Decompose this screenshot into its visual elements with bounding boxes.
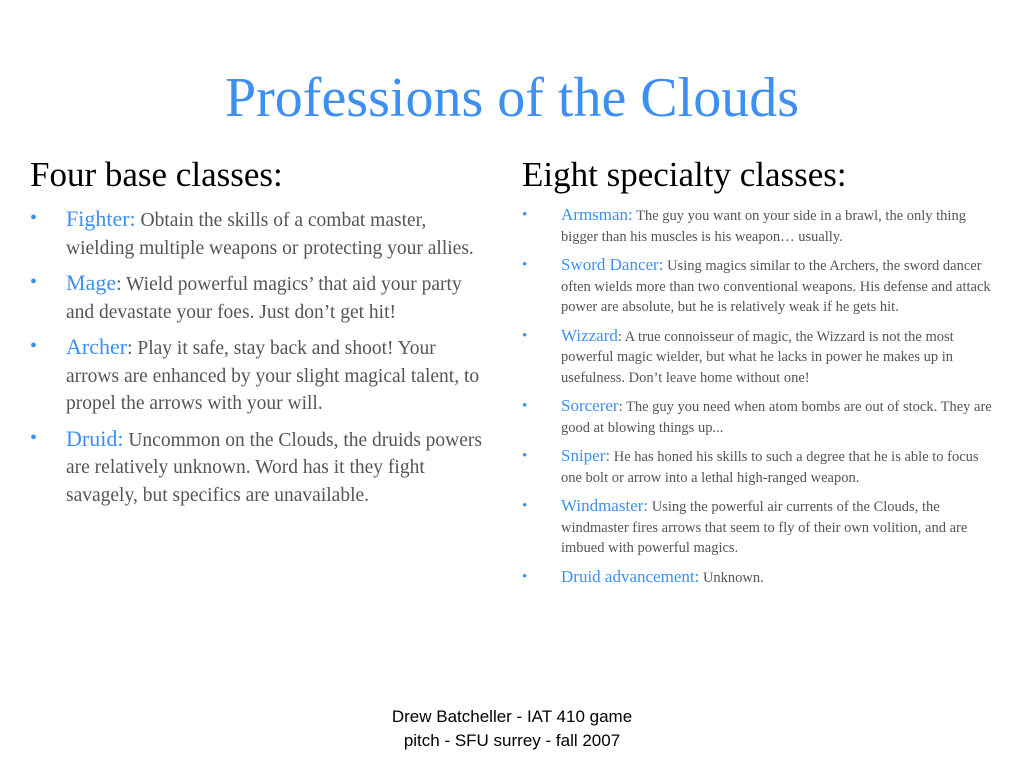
class-description: : Play it safe, stay back and shoot! Your arrows are enhanced by your slight magical talent, to propel the arrows with your will. bbox=[66, 338, 480, 414]
list-item bbox=[522, 255, 996, 318]
specialty-classes-heading: Eight specialty classes: bbox=[522, 155, 847, 194]
list-item bbox=[30, 425, 492, 510]
footer-line: Drew Batcheller - IAT 410 game bbox=[391, 707, 633, 726]
specialty-classes-column bbox=[522, 153, 996, 596]
bullet-icon: • bbox=[30, 426, 38, 449]
list-item bbox=[30, 333, 492, 418]
class-name: Sniper: bbox=[561, 446, 611, 465]
class-name: Fighter: bbox=[66, 206, 136, 231]
class-name: Armsman: bbox=[561, 205, 633, 224]
class-description: The guy you want on your side in a brawl, the only thing bigger than his muscles is his weapon… usually. bbox=[561, 208, 966, 245]
base-classes-heading: Four base classes: bbox=[30, 155, 283, 194]
bullet-icon: • bbox=[522, 568, 528, 585]
base-classes-column bbox=[30, 153, 492, 516]
bullet-icon: • bbox=[522, 498, 528, 514]
slide-footer bbox=[362, 705, 662, 753]
bullet-icon: • bbox=[522, 448, 528, 464]
class-name: Sorcerer bbox=[561, 396, 619, 415]
bullet-icon: • bbox=[522, 327, 528, 344]
class-description: He has honed his skills to such a degree that he is able to focus one bolt or arrow into a lethal high-ranged weapon. bbox=[561, 449, 979, 486]
class-name: Archer bbox=[66, 334, 128, 359]
list-item bbox=[30, 269, 492, 326]
list-item bbox=[522, 205, 996, 247]
class-description: : The guy you need when atom bombs are out of stock. They are good at blowing things up... bbox=[561, 399, 992, 436]
bullet-icon: • bbox=[30, 271, 38, 293]
class-name: Druid: bbox=[66, 425, 124, 451]
list-item bbox=[522, 396, 996, 438]
base-classes-list bbox=[30, 205, 492, 509]
class-description: : A true connoisseur of magic, the Wizzard is not the most powerful magic wielder, but what he lacks in power he makes up in usefulness. Don’t leave home without one! bbox=[561, 328, 954, 386]
class-name: Windmaster: bbox=[561, 496, 649, 515]
class-name: Wizzard bbox=[561, 325, 618, 345]
list-item bbox=[522, 496, 996, 559]
class-description: Unknown. bbox=[699, 569, 764, 586]
list-item bbox=[522, 567, 996, 589]
bullet-icon: • bbox=[522, 207, 528, 223]
class-name: Sword Dancer: bbox=[561, 255, 664, 274]
list-item bbox=[522, 446, 996, 488]
bullet-icon: • bbox=[522, 257, 528, 273]
class-description: Obtain the skills of a combat master, wielding multiple weapons or protecting your allies. bbox=[66, 210, 474, 259]
bullet-icon: • bbox=[522, 398, 528, 414]
list-item bbox=[522, 326, 996, 389]
class-name: Druid advancement: bbox=[561, 566, 700, 586]
class-description: : Wield powerful magics’ that aid your party and devastate your foes. Just don’t get hit! bbox=[66, 274, 462, 323]
class-name: Mage bbox=[66, 270, 117, 295]
list-item bbox=[30, 205, 492, 262]
slide-title: Professions of the Clouds bbox=[225, 67, 799, 129]
bullet-icon: • bbox=[30, 207, 38, 229]
class-description: Using magics similar to the Archers, the sword dancer often wields more than two conventional weapons. His defense and attack power are absolute, but he is relatively weak if he gets hit. bbox=[561, 258, 991, 315]
bullet-icon: • bbox=[30, 335, 38, 357]
class-description: Uncommon on the Clouds, the druids powers are relatively unknown. Word has it they fight savagely, but specifics are unavailable. bbox=[66, 429, 483, 506]
specialty-classes-list bbox=[522, 205, 996, 588]
class-description: Using the powerful air currents of the Clouds, the windmaster fires arrows that seem to fly of their own volition, and are imbued with powerful magics. bbox=[561, 499, 968, 556]
footer-line: pitch - SFU surrey - fall 2007 bbox=[403, 731, 621, 750]
